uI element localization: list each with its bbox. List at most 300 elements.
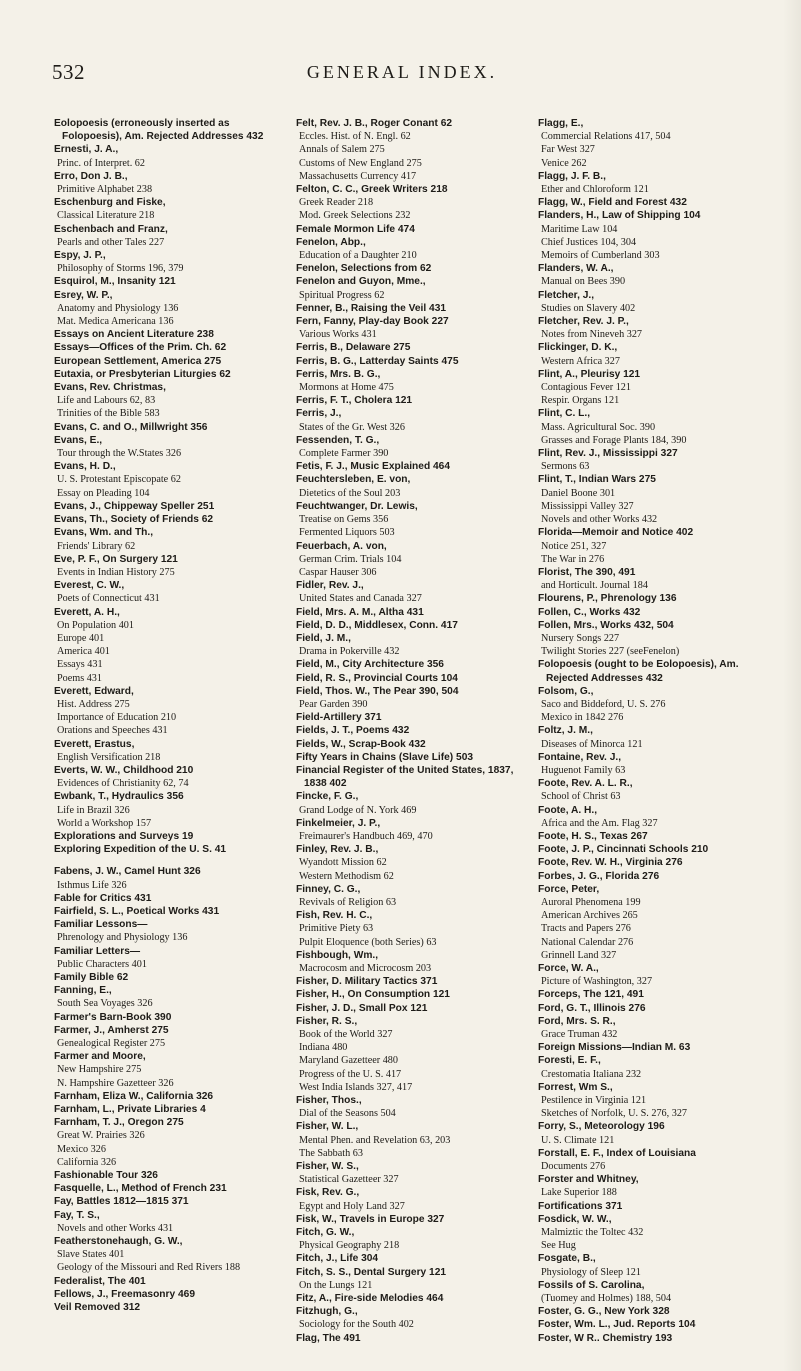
index-entry [54, 275, 288, 288]
entry-heading: Forry, S., Meteorology 196 [538, 1121, 665, 1133]
entry-subitem: Poems 431 [57, 672, 102, 684]
entry-heading: Fitzhugh, G., [296, 1306, 358, 1318]
index-entry [538, 606, 772, 619]
index-entry [296, 672, 530, 685]
index-entry [538, 1173, 772, 1199]
entry-heading: Esquirol, M., Insanity 121 [54, 276, 176, 288]
index-entry [538, 1120, 772, 1146]
index-entry [296, 1120, 530, 1160]
index-entry [54, 764, 288, 790]
entry-subitem: Public Characters 401 [57, 958, 147, 970]
entry-subitem: Evidences of Christianity 62, 74 [57, 778, 189, 790]
index-entry [296, 658, 530, 671]
entry-subitem: English Versification 218 [57, 751, 161, 763]
entry-subitem: Tracts and Papers 276 [541, 923, 631, 935]
entry-subitem: Massachusetts Currency 417 [299, 170, 417, 182]
entry-subitem: Mod. Greek Selections 232 [299, 210, 411, 222]
entry-subitem: Greek Reader 218 [299, 197, 374, 209]
index-entry [296, 1292, 530, 1305]
entry-heading: Flagg, J. F. B., [538, 170, 606, 182]
index-entry [538, 830, 772, 843]
entry-heading: Force, Peter, [538, 883, 600, 895]
index-entry [296, 500, 530, 540]
index-entry [538, 117, 772, 170]
entry-heading: Fern, Fanny, Play-day Book 227 [296, 316, 449, 328]
entry-heading: Feuchtwanger, Dr. Lewis, [296, 500, 418, 512]
entry-heading: Everett, Edward, [54, 685, 134, 697]
index-entry [54, 1011, 288, 1024]
index-entry [54, 971, 288, 984]
entry-subitem: Grand Lodge of N. York 469 [299, 804, 417, 816]
entry-heading: Family Bible 62 [54, 972, 129, 983]
index-entry [296, 262, 530, 275]
entry-subitem: Princ. of Interpret. 62 [57, 157, 145, 169]
entry-heading: Fay, Battles 1812—1815 371 [54, 1196, 189, 1208]
index-entry [54, 196, 288, 222]
entry-heading: Feuerbach, A. von, [296, 540, 387, 552]
index-entry [296, 275, 530, 301]
entry-subitem: Sociology for the South 402 [299, 1319, 414, 1331]
entry-subitem: Spiritual Progress 62 [299, 289, 385, 301]
entry-heading: Field, J. M., [296, 632, 351, 644]
entry-heading: Fidler, Rev. J., [296, 580, 364, 592]
entry-heading: Everest, C. W., [54, 580, 125, 592]
entry-subitem: Mexico in 1842 276 [541, 712, 624, 724]
page-number: 532 [52, 60, 85, 84]
entry-subitem: Contagious Fever 121 [541, 382, 631, 394]
index-entry [54, 143, 288, 169]
entry-subitem: Essay on Pleading 104 [57, 487, 150, 499]
entry-heading: Essays on Ancient Literature 238 [54, 329, 214, 341]
index-entry [296, 738, 530, 751]
entry-heading: Ferris, F. T., Cholera 121 [296, 395, 413, 407]
entry-subitem: Dial of the Seasons 504 [299, 1108, 396, 1120]
entry-subitem: Mass. Agricultural Soc. 390 [541, 421, 656, 433]
entry-heading: Felt, Rev. J. B., Roger Conant 62 [296, 118, 453, 129]
index-entry [296, 1213, 530, 1226]
entry-heading: Folopoesis (ought to be Eolopoesis), Am. Rejected Addresses 432 [538, 659, 739, 684]
entry-heading: Field, D. D., Middlesex, Conn. 417 [296, 619, 458, 631]
index-entry [538, 315, 772, 341]
entry-heading: Flanders, W. A., [538, 263, 614, 275]
page-header [52, 60, 752, 88]
index-entry [54, 579, 288, 605]
entry-subitem: New Hampshire 275 [57, 1064, 142, 1076]
entry-heading: Farnham, T. J., Oregon 275 [54, 1117, 184, 1129]
index-entry [54, 355, 288, 368]
entry-subitem: Western Methodism 62 [299, 870, 394, 882]
index-entry [538, 1279, 772, 1305]
entry-subitem: Pear Garden 390 [299, 698, 368, 710]
entry-heading: Field, Thos. W., The Pear 390, 504 [296, 685, 459, 697]
entry-heading: Ewbank, T., Hydraulics 356 [54, 791, 184, 803]
entry-subitem: Saco and Biddeford, U. S. 276 [541, 698, 666, 710]
index-entry [296, 117, 530, 183]
index-entry [538, 843, 772, 856]
entry-subitem: Caspar Hauser 306 [299, 566, 377, 578]
index-entry [296, 751, 530, 764]
entry-heading: Florida—Memoir and Notice 402 [538, 527, 694, 539]
index-entry [54, 223, 288, 249]
index-entry [54, 945, 288, 971]
entry-heading: Fashionable Tour 326 [54, 1170, 158, 1182]
index-entry [54, 918, 288, 944]
index-entry [54, 905, 288, 918]
index-entry [54, 738, 288, 764]
index-entry [296, 183, 530, 223]
entry-heading: Fitch, J., Life 304 [296, 1253, 379, 1265]
entry-subitem: On the Lungs 121 [299, 1279, 373, 1291]
entry-subitem: Physiology of Sleep 121 [541, 1266, 641, 1278]
entry-subitem: Book of the World 327 [299, 1029, 393, 1041]
entry-subitem: German Crim. Trials 104 [299, 553, 402, 565]
entry-subitem: Malmiztic the Toltec 432 [541, 1227, 644, 1239]
entry-heading: Flint, C. L., [538, 408, 591, 420]
entry-heading: Forster and Whitney, [538, 1174, 639, 1186]
index-entry [296, 460, 530, 473]
entry-subitem: Picture of Washington, 327 [541, 976, 653, 988]
entry-subitem: Mental Phen. and Revelation 63, 203 [299, 1134, 451, 1146]
entry-heading: Fisher, W. S., [296, 1161, 359, 1173]
entry-heading: Fortifications 371 [538, 1200, 623, 1212]
index-entry [538, 883, 772, 962]
page-edge-shadow [783, 0, 801, 1371]
entry-heading: Fenelon, Abp., [296, 236, 366, 248]
entry-heading: Forceps, The 121, 491 [538, 989, 644, 1001]
entry-heading: Federalist, The 401 [54, 1275, 146, 1287]
index-entry [296, 764, 530, 790]
index-entry [54, 421, 288, 434]
index-entry [538, 341, 772, 367]
entry-subitem: Pearls and other Tales 227 [57, 236, 165, 248]
entry-heading: Fitch, G. W., [296, 1227, 355, 1239]
entry-heading: Eutaxia, or Presbyterian Liturgies 62 [54, 368, 231, 380]
index-entry [296, 355, 530, 368]
entry-heading: Flanders, H., Law of Shipping 104 [538, 210, 701, 222]
entry-subitem: Huguenot Family 63 [541, 764, 626, 776]
entry-heading: Evans, Th., Society of Friends 62 [54, 514, 214, 526]
entry-subitem: Commercial Relations 417, 504 [541, 131, 671, 143]
entry-heading: Finkelmeier, J. P., [296, 817, 381, 829]
index-entry [296, 685, 530, 711]
entry-subitem: On Population 401 [57, 619, 134, 631]
entry-subitem: Hist. Address 275 [57, 698, 130, 710]
index-entry [296, 949, 530, 975]
index-entry [538, 724, 772, 750]
entry-subitem: Novels and other Works 432 [541, 514, 658, 526]
entry-heading: Explorations and Surveys 19 [54, 830, 194, 842]
index-entry [296, 434, 530, 460]
index-entry [538, 368, 772, 408]
entry-heading: Fasquelle, L., Method of French 231 [54, 1183, 227, 1195]
entry-subitem: Indiana 480 [299, 1042, 348, 1054]
entry-heading: Veil Removed 312 [54, 1302, 141, 1314]
entry-subitem: Essays 431 [57, 659, 103, 671]
entry-subitem: Anatomy and Physiology 136 [57, 302, 179, 314]
index-entry [296, 407, 530, 433]
index-entry [54, 500, 288, 513]
entry-heading: Foreign Missions—Indian M. 63 [538, 1042, 691, 1054]
entry-heading: Ford, Mrs. S. R., [538, 1015, 616, 1027]
entry-heading: Evans, H. D., [54, 461, 116, 473]
index-entry [296, 579, 530, 605]
entry-heading: Fields, W., Scrap-Book 432 [296, 738, 426, 750]
index-entry [538, 526, 772, 566]
entry-subitem: Twilight Stories 227 (seeFenelon) [541, 646, 680, 658]
index-entry [54, 460, 288, 500]
entry-subitem: Wyandott Mission 62 [299, 857, 387, 869]
index-entry [54, 984, 288, 1010]
entry-heading: Flag, The 491 [296, 1332, 361, 1344]
entry-heading: Foote, A. H., [538, 804, 598, 816]
entry-heading: Fishbough, Wm., [296, 949, 379, 961]
entry-heading: Fletcher, Rev. J. P., [538, 316, 629, 328]
index-entry [538, 1041, 772, 1054]
index-entry [296, 1094, 530, 1120]
entry-subitem: Freimaurer's Handbuch 469, 470 [299, 830, 433, 842]
index-entry [538, 566, 772, 592]
index-entry [54, 249, 288, 275]
entry-subitem: Crestomatia Italiana 232 [541, 1068, 642, 1080]
index-entry [296, 1305, 530, 1331]
entry-heading: Everett, Erastus, [54, 738, 135, 750]
entry-heading: Finley, Rev. J. B., [296, 844, 379, 856]
index-entry [296, 341, 530, 354]
entry-subitem: United States and Canada 327 [299, 593, 422, 605]
index-entry [538, 473, 772, 526]
entry-heading: Flagg, E., [538, 118, 584, 129]
index-entry [54, 865, 288, 891]
index-entry [296, 883, 530, 909]
index-entry [296, 236, 530, 262]
index-entry [54, 843, 288, 856]
index-entry [296, 368, 530, 394]
entry-heading: Foresti, E. F., [538, 1055, 601, 1067]
entry-subitem: American Archives 265 [541, 910, 638, 922]
entry-subitem: Trinities of the Bible 583 [57, 408, 160, 420]
entry-heading: Financial Register of the United States, 1837, 1838 402 [296, 764, 514, 790]
entry-heading: Fenelon, Selections from 62 [296, 263, 432, 275]
index-entry [54, 830, 288, 843]
entry-heading: Ernesti, J. A., [54, 144, 119, 156]
index-entry [296, 473, 530, 499]
entry-heading: Foltz, J. M., [538, 725, 593, 737]
entry-subitem: See Hug [541, 1240, 576, 1252]
entry-heading: Espy, J. P., [54, 250, 106, 262]
entry-subitem: Grasses and Forage Plants 184, 390 [541, 434, 687, 446]
index-entry [54, 368, 288, 381]
entry-heading: Eschenburg and Fiske, [54, 197, 166, 209]
entry-heading: Fanning, E., [54, 985, 112, 997]
entry-subitem: National Calendar 276 [541, 936, 634, 948]
entry-subitem: and Horticult. Journal 184 [541, 580, 648, 592]
entry-subitem: Venice 262 [541, 157, 587, 169]
entry-heading: Fosgate, B., [538, 1253, 596, 1265]
entry-heading: Foote, Rev. W. H., Virginia 276 [538, 857, 683, 869]
entry-heading: Fenelon and Guyon, Mme., [296, 276, 426, 288]
entry-subitem: Grace Truman 432 [541, 1029, 618, 1041]
index-entry [54, 117, 288, 143]
index-entry [538, 658, 772, 684]
entry-heading: Farmer and Moore, [54, 1051, 146, 1063]
index-entry [296, 302, 530, 315]
entry-heading: Fossils of S. Carolina, [538, 1279, 645, 1291]
index-entry [538, 1305, 772, 1318]
index-entry [54, 1288, 288, 1301]
entry-heading: European Settlement, America 275 [54, 355, 222, 367]
entry-heading: Forrest, Wm S., [538, 1081, 613, 1093]
index-entry [296, 1252, 530, 1265]
entry-subitem: Importance of Education 210 [57, 712, 177, 724]
entry-heading: Fisher, Thos., [296, 1095, 362, 1107]
entry-heading: Fabens, J. W., Camel Hunt 326 [54, 866, 201, 878]
entry-subitem: Statistical Gazetteer 327 [299, 1174, 399, 1186]
entry-heading: Fetis, F. J., Music Explained 464 [296, 461, 450, 473]
index-entry [538, 447, 772, 473]
index-entry [54, 1235, 288, 1275]
entry-heading: Foote, H. S., Texas 267 [538, 830, 648, 842]
entry-subitem: World a Workshop 157 [57, 817, 152, 829]
index-entry [296, 1266, 530, 1292]
entry-heading: Fessenden, T. G., [296, 434, 380, 446]
entry-subitem: Africa and the Am. Flag 327 [541, 817, 658, 829]
index-entry [538, 170, 772, 196]
entry-subitem: Orations and Speeches 431 [57, 725, 168, 737]
index-entry [538, 1332, 772, 1345]
entry-heading: Fields, J. T., Poems 432 [296, 725, 410, 737]
index-entry [54, 1195, 288, 1208]
index-entry [54, 170, 288, 196]
entry-subitem: Studies on Slavery 402 [541, 302, 636, 314]
entry-heading: Fisher, R. S., [296, 1015, 358, 1027]
entry-heading: Erro, Don J. B., [54, 170, 128, 182]
entry-heading: Fitch, S. S., Dental Surgery 121 [296, 1266, 447, 1278]
entry-heading: Eschenbach and Franz, [54, 223, 168, 235]
index-entry [538, 619, 772, 659]
entry-heading: Familiar Letters— [54, 945, 141, 957]
index-entry [296, 315, 530, 341]
entry-heading: Exploring Expedition of the U. S. 41 [54, 844, 227, 856]
entry-heading: Farmer's Barn-Book 390 [54, 1011, 172, 1023]
index-entry [538, 856, 772, 869]
index-entry [54, 526, 288, 552]
entry-subitem: Geology of the Missouri and Red Rivers 188 [57, 1262, 241, 1274]
entry-heading: Forbes, J. G., Florida 276 [538, 870, 660, 882]
entry-heading: Field, R. S., Provincial Courts 104 [296, 672, 458, 684]
entry-heading: Fisher, D. Military Tactics 371 [296, 976, 438, 988]
index-entry [538, 685, 772, 725]
entry-heading: Foote, J. P., Cincinnati Schools 210 [538, 844, 709, 856]
index-entry [296, 724, 530, 737]
index-entry [538, 777, 772, 803]
entry-subitem: Progress of the U. S. 417 [299, 1068, 402, 1080]
entry-subitem: Far West 327 [541, 144, 595, 156]
entry-heading: Feuchtersleben, E. von, [296, 474, 411, 486]
entry-heading: Fosdick, W. W., [538, 1213, 612, 1225]
index-entry [538, 1318, 772, 1331]
index-entry [54, 289, 288, 329]
index-entry [54, 1275, 288, 1288]
index-entry [296, 1160, 530, 1186]
entry-heading: Flickinger, D. K., [538, 342, 618, 354]
entry-heading: Ferris, Mrs. B. G., [296, 368, 381, 380]
entry-subitem: Drama in Pokerville 432 [299, 646, 400, 658]
entry-subitem: N. Hampshire Gazetteer 326 [57, 1077, 174, 1089]
index-entry [296, 1015, 530, 1094]
entry-subitem: Egypt and Holy Land 327 [299, 1200, 405, 1212]
entry-heading: Female Mormon Life 474 [296, 223, 415, 235]
index-entry [538, 1252, 772, 1278]
entry-subitem: Auroral Phenomena 199 [541, 896, 641, 908]
entry-heading: Florist, The 390, 491 [538, 566, 636, 578]
index-entry [296, 975, 530, 988]
index-entry [296, 223, 530, 236]
entry-subitem: Maritime Law 104 [541, 223, 618, 235]
entry-heading: Felton, C. C., Greek Writers 218 [296, 184, 448, 196]
entry-heading: Flagg, W., Field and Forest 432 [538, 197, 687, 209]
entry-subitem: The Sabbath 63 [299, 1147, 363, 1159]
entry-subitem: Primitive Piety 63 [299, 923, 374, 935]
entry-subitem: School of Christ 63 [541, 791, 621, 803]
index-entry [54, 685, 288, 738]
index-entry [296, 1226, 530, 1252]
entry-subitem: Grinnell Land 327 [541, 949, 617, 961]
entry-subitem: Treatise on Gems 356 [299, 514, 389, 526]
index-entry [54, 328, 288, 341]
index-entry [538, 870, 772, 883]
index-entry [296, 1186, 530, 1212]
entry-subitem: U. S. Protestant Episcopate 62 [57, 474, 181, 486]
index-entry [54, 1050, 288, 1090]
entry-subitem: Novels and other Works 431 [57, 1222, 174, 1234]
entry-heading: Forstall, E. F., Index of Louisiana [538, 1147, 696, 1159]
index-entry [54, 553, 288, 579]
entry-subitem: Europe 401 [57, 632, 105, 644]
index-entry [296, 843, 530, 883]
index-entry [538, 1213, 772, 1253]
entry-subitem: Chief Justices 104, 304 [541, 236, 637, 248]
entry-subitem: Mississippi Valley 327 [541, 500, 634, 512]
entry-subitem: Poets of Connecticut 431 [57, 593, 160, 605]
entry-heading: Fairfield, S. L., Poetical Works 431 [54, 905, 220, 917]
entry-subitem: Friends' Library 62 [57, 540, 136, 552]
entry-heading: Fincke, F. G., [296, 791, 359, 803]
index-entry [296, 711, 530, 724]
index-entry [538, 289, 772, 315]
index-entry [296, 606, 530, 619]
entry-subitem: Annals of Salem 275 [299, 144, 385, 156]
entry-heading: Foote, Rev. A. L. R., [538, 778, 633, 790]
entry-heading: Evans, C. and O., Millwright 356 [54, 421, 208, 433]
entry-subitem: South Sea Voyages 326 [57, 998, 153, 1010]
entry-heading: Fellows, J., Freemasonry 469 [54, 1288, 195, 1300]
index-entry [538, 592, 772, 605]
index-entry [296, 1002, 530, 1015]
entry-subitem: Sermons 63 [541, 461, 590, 473]
index-entry [538, 262, 772, 288]
entry-subitem: Respir. Organs 121 [541, 395, 620, 407]
index-entry [54, 434, 288, 460]
index-column-3 [538, 117, 772, 1345]
index-columns [54, 117, 774, 1345]
index-entry [54, 381, 288, 421]
entry-heading: Force, W. A., [538, 963, 599, 974]
index-entry [54, 892, 288, 905]
index-entry [538, 196, 772, 209]
entry-subitem: Sketches of Norfolk, U. S. 276, 327 [541, 1108, 688, 1120]
index-entry [54, 1169, 288, 1182]
index-entry [538, 407, 772, 447]
